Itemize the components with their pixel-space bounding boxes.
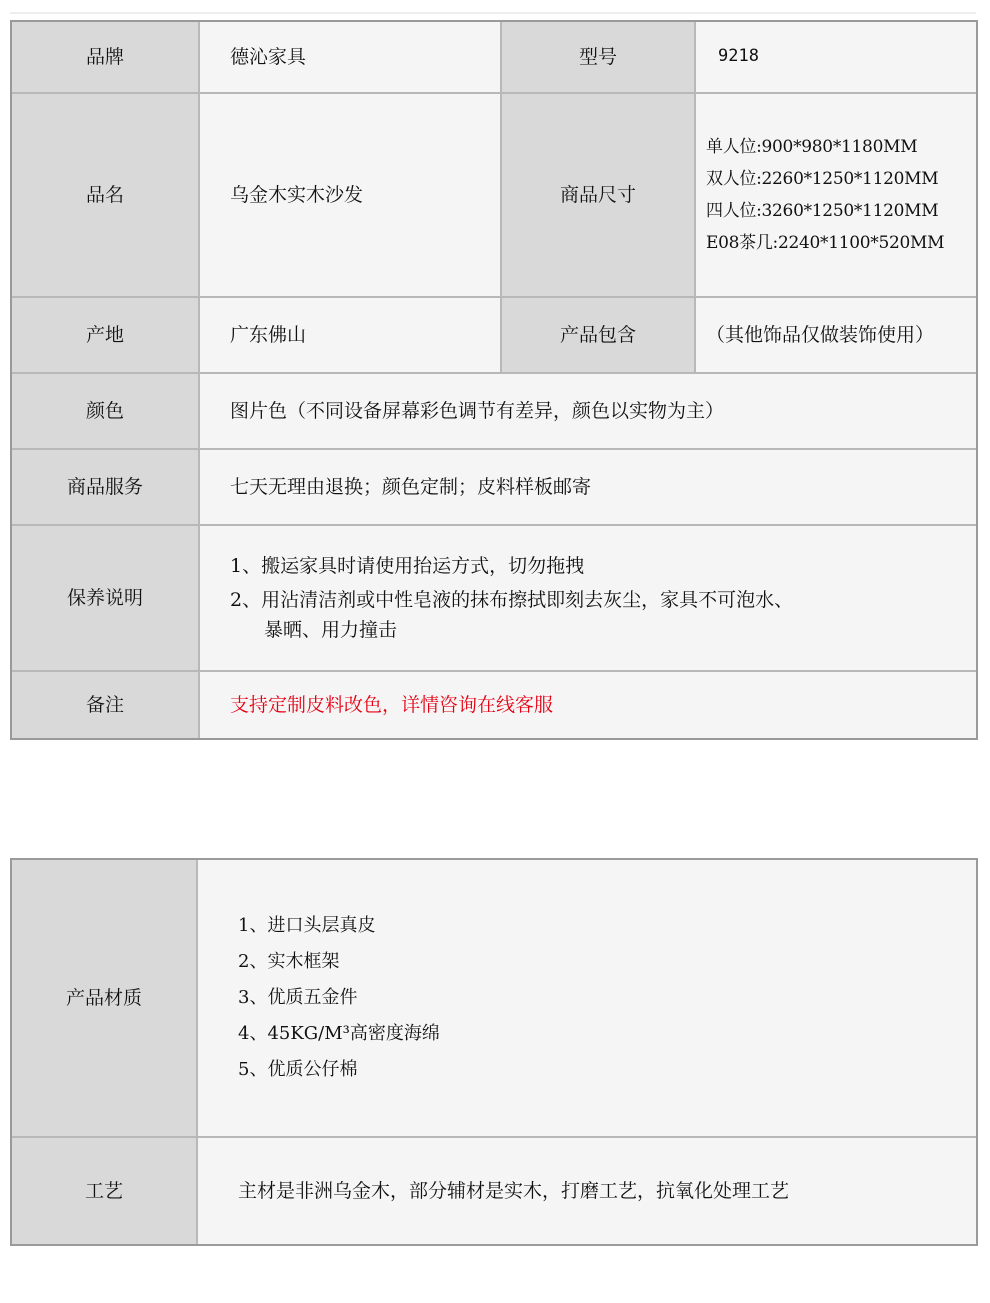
material-item: 5、优质公仔棉 <box>238 1059 358 1080</box>
material-item: 3、优质五金件 <box>238 987 358 1008</box>
name-value: 乌金木实木沙发 <box>200 94 502 296</box>
origin-value: 广东佛山 <box>200 298 502 372</box>
size-label: 商品尺寸 <box>502 94 696 296</box>
model-value: 9218 <box>696 22 976 92</box>
care-list <box>200 526 976 670</box>
material-item: 1、进口头层真皮 <box>238 915 376 936</box>
material-label: 产品材质 <box>12 860 198 1136</box>
craft-label: 工艺 <box>12 1138 198 1244</box>
spec-table <box>10 20 978 740</box>
material-list <box>198 860 976 1136</box>
row-color <box>12 374 976 450</box>
note-label: 备注 <box>12 672 200 738</box>
size-list <box>696 94 976 296</box>
package-value: （其他饰品仅做装饰使用） <box>696 298 976 372</box>
size-item: 单人位:900*980*1180MM <box>706 137 918 157</box>
row-name-size <box>12 94 976 298</box>
model-label: 型号 <box>502 22 696 92</box>
size-item: 双人位:2260*1250*1120MM <box>706 169 939 189</box>
row-brand-model <box>12 22 976 94</box>
size-item: 四人位:3260*1250*1120MM <box>706 201 939 221</box>
row-craft <box>12 1138 976 1244</box>
material-item: 4、45KG/M³高密度海绵 <box>238 1023 440 1044</box>
row-note <box>12 672 976 738</box>
note-value: 支持定制皮料改色，详情咨询在线客服 <box>200 672 976 738</box>
name-label: 品名 <box>12 94 200 296</box>
care-line: 2、用沾清洁剂或中性皂液的抹布擦拭即刻去灰尘，家具不可泡水、 <box>230 589 794 611</box>
row-material <box>12 860 976 1138</box>
package-label: 产品包含 <box>502 298 696 372</box>
size-item: E08茶几:2240*1100*520MM <box>706 233 945 253</box>
craft-value: 主材是非洲乌金木，部分辅材是实木，打磨工艺，抗氧化处理工艺 <box>198 1138 976 1244</box>
material-item: 2、实木框架 <box>238 951 340 972</box>
color-value: 图片色（不同设备屏幕彩色调节有差异，颜色以实物为主） <box>200 374 976 448</box>
care-line: 1、搬运家具时请使用抬运方式，切勿拖拽 <box>230 555 585 577</box>
brand-label: 品牌 <box>12 22 200 92</box>
row-origin-package <box>12 298 976 374</box>
brand-value: 德沁家具 <box>200 22 502 92</box>
material-table <box>10 858 978 1246</box>
row-service <box>12 450 976 526</box>
top-divider <box>10 12 976 14</box>
origin-label: 产地 <box>12 298 200 372</box>
care-label: 保养说明 <box>12 526 200 670</box>
row-care <box>12 526 976 672</box>
service-label: 商品服务 <box>12 450 200 524</box>
color-label: 颜色 <box>12 374 200 448</box>
care-line: 暴晒、用力撞击 <box>264 619 398 641</box>
service-value: 七天无理由退换；颜色定制；皮料样板邮寄 <box>200 450 976 524</box>
